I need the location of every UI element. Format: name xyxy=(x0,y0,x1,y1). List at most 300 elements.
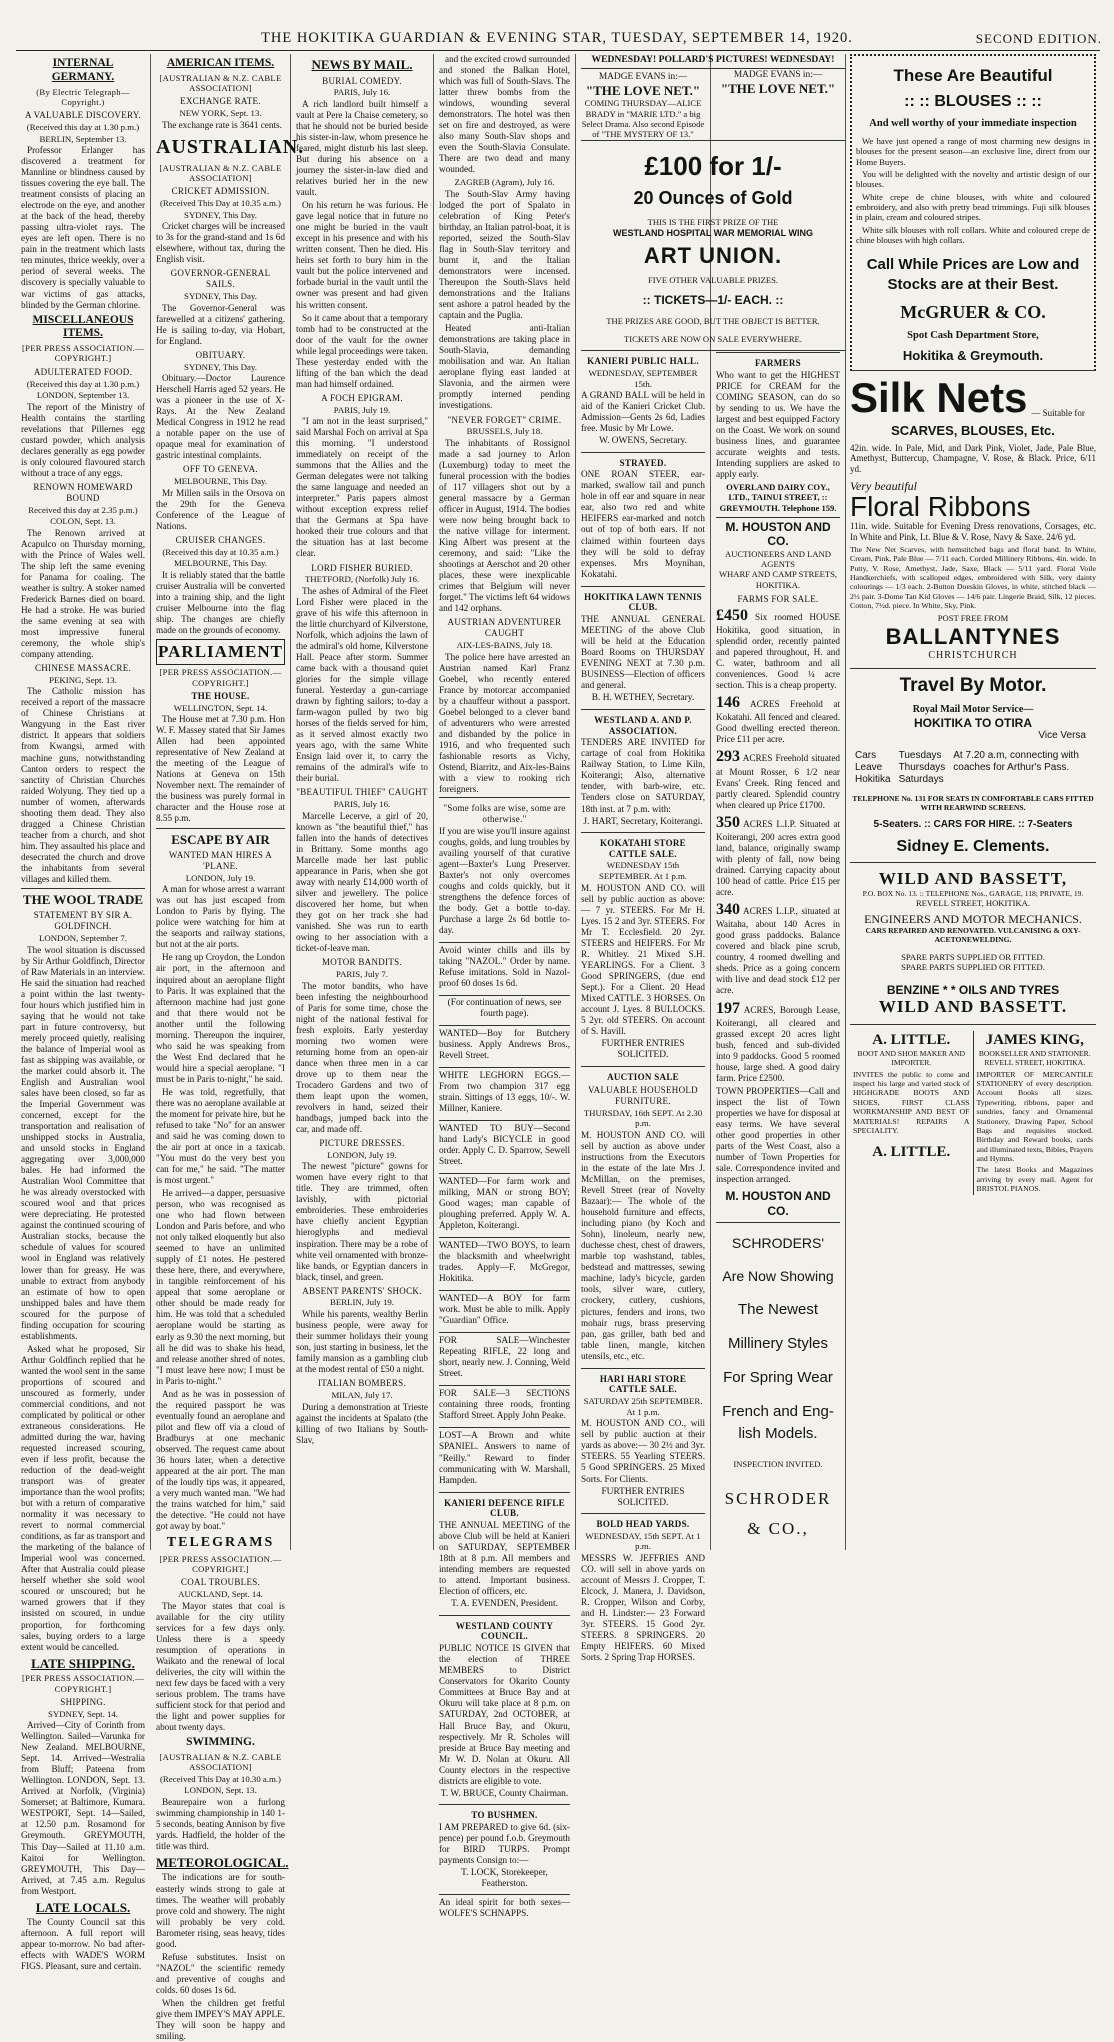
article-body: So it came about that a temporary tomb had to be constructed at the door of the vault for the owner while legal proceedings were taken. These yesterday ended with the lifting of the ban which the dead man had himself ordained. xyxy=(296,312,428,389)
column-1 xyxy=(16,54,151,1972)
notice-body: I AM PREPARED to give 6d. (six-pence) per pound f.o.b. Greymouth for BIRD TURPS. Prompt payments Consign to:— xyxy=(439,1821,570,1865)
article-body: It is reliably stated that the battle cruiser Australia will be converted into a training ship, and the light cruiser Melbourne into the flag ship. The changes are chiefly made on the grounds of economy. xyxy=(156,569,285,635)
subhead: WANTED MAN HIRES A 'PLANE. xyxy=(168,850,273,871)
ounces-of-gold: 20 Ounces of Gold xyxy=(633,187,793,208)
subhead: "BEAUTIFUL THIEF" CAUGHT xyxy=(296,787,428,798)
article-body: The exchange rate is 3641 cents. xyxy=(162,119,282,130)
article-body: The ashes of Admiral of the Fleet Lord Fisher were placed in the grave of his wife this afternoon in the little churchyard of Kilverstone, Norfolk, which adjoins the lawn of the admiral's old home, Kilverstone Hall. Peace after storm. Summer came back with a thousand quiet glories for the simple village funeral. Yesterday a gun-carriage drawn by fighting sailors; to-day a farm-wagon pulled by two big horses of the fields served for him, as it served almost exactly two years ago, with the same White Ensign laid over it, to carry the remains of the admiral's wife to their burial. xyxy=(296,585,428,784)
article-body: The indications are for south-easterly winds strong to gale at times. The weather will probably prove cold and showery. The night will probably be very cold. Barometer rising, seas heavy, tides good. xyxy=(156,1872,285,1949)
sidney-clements: Sidney E. Clements. xyxy=(896,837,1050,855)
schedule-cell: Cars Leave Hokitika xyxy=(855,750,891,786)
farm-listing xyxy=(716,747,840,810)
farm-listing xyxy=(716,693,840,745)
subhead: ABSENT PARENTS' SHOCK. xyxy=(302,1285,422,1296)
travel-title: Travel By Motor. xyxy=(899,675,1047,697)
art-union-spacer xyxy=(716,97,840,352)
advert-company: M. HOUSTON AND CO. xyxy=(725,519,831,549)
dateline: SYDNEY, Sept. 14. xyxy=(48,1708,118,1719)
article-body: Cricket charges will be increased to 3s for the grand-stand and 1s 6d elsewhere, without tax, during the English visit. xyxy=(156,221,285,265)
subhead: CHINESE MASSACRE. xyxy=(34,662,132,673)
article-body: And as he was in possession of the required passport he was eventually found an aeroplane and pilot and flew off via a cloud of Bradburys at one mechanic observed. The request came about 36 hours later, when a detective appeared at the air port. The man of the loudly tips was, it appeared, a very much wanted man. "We had the trains watched for him," said the detective. "He could not have got away by boat." xyxy=(156,1388,285,1532)
notice-date: WEDNESDAY 15th SEPTEMBER. At 1 p.m. xyxy=(599,860,687,881)
edition-label: SECOND EDITION. xyxy=(975,31,1102,47)
subhead: OFF TO GENEVA. xyxy=(183,464,258,475)
farm-listing xyxy=(716,999,840,1084)
dateline: AUCKLAND, Sept. 14. xyxy=(178,1589,263,1600)
article-body: The wool situation is discussed by Sir Arthur Goldfinch, Director of Raw Materials in an interview. He said the situation had reached a point within the last twenty-four hours which justified him in saying that he would not take part in future controversy, but merely proceed quietly, realising the balance of Imperial wool as fast as shipping was available, or the market could absorb it. The English and Australian wool sales have been closed, so far as the Imperial Government was concerned, except for the transportation and realisation of unshipped stocks in Australia, and unsold stocks in England aggregating over 3,000,000 bales. He had informed the Australian Wool Committee that he was already overstocked with scoured wool and that prices were depreciating. He protested against the continued scouring of Australian stocks, because the schedule of values for scoured wool in England was relatively lower than for greasy. He was unable to extract from anybody an estimate of how to open unshipped bales and have them scoured for the purpose of finding occupation for scouring establishments. xyxy=(21,944,145,1341)
article-body: Marcelle Lecerve, a girl of 20, known as "the beautiful thief," has fallen into the hands of detectives in Brittany. Some months ago Marcelle made her last public appearance in Paris, when she got away with nearly £14,000 worth of silver and jewellery. The police discovered her home, but when they got on her track she had vanished. She was run to earth owing to her association with a ticket-of-leave man. xyxy=(296,810,428,954)
farm-price: £450 xyxy=(716,606,748,624)
notice-date: WEDNESDAY, 15th SEPT. At 1 p.m. xyxy=(585,1530,701,1552)
dateline: BERLIN, September 13. xyxy=(39,133,127,144)
little-name: A. LITTLE. xyxy=(872,1031,951,1048)
classified-text: LOST—A Brown and white SPANIEL. Answers to name of "Reilly." Reward to finder communicating with W. Marshall, Hampden. xyxy=(439,1430,570,1485)
notice-signature: B. H. WETHEY, Secretary. xyxy=(591,693,695,704)
advert-a-little xyxy=(850,1031,974,1196)
schroder-co: & CO., xyxy=(747,1519,809,1539)
dateline: LONDON, Sept. 13. xyxy=(184,1785,257,1796)
headline-late-locals: LATE LOCALS. xyxy=(35,1899,131,1915)
dateline: LONDON, September 7. xyxy=(39,933,127,944)
notice-rifle-club xyxy=(439,1492,570,1615)
article-body: He rang up Croydon, the London air port, in the afternoon and inquired about an aeroplane flight to Paris. It was explained that the afternoon machine had just gone and that there would not be another until the following morning. Thereupon the inquirer, who said he was speaking from the West End declared that he would hire a special aeroplane. "I must be in Paris to-night," he said. xyxy=(156,952,285,1084)
article-body: The inhabitants of Rossignol made a sad journey to Arlon (Luxemburg) today to meet the funeral procession with the bodies of 117 villagers shot out by a general massacre by a German officer in August, 1914. The bodies were now being brought back to the native village for interment. King Albert was present at the ceremony, and said: "Like the shootings at Aerschot and 20 other places, these were inexplicable crimes that Belgium will never forget." The victims left 64 widows and 142 orphans. xyxy=(439,437,570,614)
blouses-text: White silk blouses with roll collars. White and coloured crepe de chine blouses with high collars. xyxy=(856,224,1090,245)
article-body: Professor Erlanger has discovered a treatment for Mannline or blindness caused by tissues covering the eye ball. The treatment consists of placing an electrode on the eye, and another at the back of the head, thereby passing ultra-violet rays. The eyes are left open. There is no pain in the treatment which lasts ten minutes, thrice weekly, over a period of several weeks. The discovery is specially valuable to war victims of gas attacks, blinded by the German chlorine. xyxy=(21,145,145,310)
christchurch: CHRISTCHURCH xyxy=(928,650,1018,662)
blouses-text: We have just opened a range of most charming new designs in blouses for the present season—an exclusive line, direct from our Home Buyers. xyxy=(856,136,1090,167)
schedule-row xyxy=(852,750,1094,786)
mcgruer-store: Spot Cash Department Store, xyxy=(907,329,1039,341)
dateline: MELBOURNE, This Day. xyxy=(173,476,268,487)
article-body: While his parents, wealthy Berlin business people, were away for their summer holidays their young son, just starting in business, let the family mansion as a gambling club at the modest rental of £50 a night. xyxy=(296,1308,428,1375)
notice-signature: W. OWENS, Secretary. xyxy=(599,436,687,447)
post-free: POST FREE FROM xyxy=(937,613,1009,624)
column-2 xyxy=(151,54,305,2041)
blouses-text: White crepe de chine blouses, with white and coloured embroidery, and also with pretty bead trimmings. Fuji silk blouses in plain, cream and coloured stripes. xyxy=(856,191,1090,223)
notice-strayed xyxy=(581,452,705,586)
advert-quote: "Some folks are wise, some are otherwise." xyxy=(443,802,566,824)
subhead: MOTOR BANDITS. xyxy=(321,957,403,968)
dateline: SYDNEY, This Day. xyxy=(184,361,257,372)
advert-houston-land xyxy=(716,517,840,1222)
dateline: PARIS, July 16. xyxy=(333,799,391,810)
subhead: SHIPPING. xyxy=(60,1696,106,1707)
art-union-title: ART UNION. xyxy=(643,242,783,268)
notice-body: A GRAND BALL will be held in aid of the Kanieri Cricket Club. Admission—Gents 2s 6d, Ladies free. Music by Mr Lowe. xyxy=(581,390,705,434)
notice-head: TO BUSHMEN. xyxy=(471,1809,538,1820)
little-sub: BOOT AND SHOE MAKER AND IMPORTER. xyxy=(857,1048,965,1067)
article-body: The Mayor states that coal is available for the city utility services for a few days only. Unless there is a speedy resumption of operations in Waikato and the renewal of local deliveries, the city will within the next few days be faced with a very serious problem. The trams have sufficient stock for that period and the light and power supplies for about twenty days. xyxy=(156,1600,285,1733)
article-body: Asked what he proposed, Sir Arthur Goldfinch replied that he wanted the wool sent in the same proportions of scoured and unscoured as formerly, under commercial conditions, and not complicated by political or other extraneous considerations. He admitted during the war, having requested increased scouring, even if less profit, because the reduction of the dead-weight transport was of greater importance than the wool profits; but with a return of comparative normality it was necessary to revert to normal commercial conditions, as far as transport and the marketing of the balance of Imperial wool was concerned. After that Australia could please herself whether she sold wool scoured or unscoured; but he warned growers that if they insisted on scoured, in undue proportion, for forthcoming sales, buying orders to a large extent would be cancelled. xyxy=(21,1343,145,1652)
article-body: When the children get fretful give them IMPEY'S MAY APPLE. They will soon be happy and smiling. xyxy=(156,1997,285,2041)
headline-internal-germany: INTERNAL GERMANY. xyxy=(51,57,115,83)
madge-evans-right: MADGE EVANS in:— xyxy=(733,70,823,80)
advert-head: FARMERS xyxy=(755,357,801,368)
call-while-low: Call While Prices are Low and Stocks are at their Best. xyxy=(866,256,1080,293)
article-body: Heated anti-Italian demonstrations are taking place in South-Slavia, demanding mobilisation and war. An Italian aeroplane flying east landed at Slavonia, and the airmen were promptly interned pending investigations. xyxy=(439,323,570,411)
pictures-banner: WEDNESDAY! POLLARD'S PICTURES! WEDNESDAY! xyxy=(581,54,845,69)
columns xyxy=(16,54,1100,2041)
other-prizes: FIVE OTHER VALUABLE PRIZES. xyxy=(647,274,779,285)
schroder-signature: SCHRODER xyxy=(724,1488,832,1508)
article-body: The House met at 7.30 p.m. Hon W. F. Massey stated that Sir James Allen had been appointed representative of New Zealand at the meeting of the League of Nations at Geneva on 15th November next. The remainder of the business was purely formal in character and the House rose at 8.55 p.m. xyxy=(156,714,285,824)
headline-misc-items: MISCELLANEOUS ITEMS. xyxy=(32,313,134,340)
article-body: The Governor-General was farewelled at a citizens' gathering. He is sailing to-day, via Hobart, for England. xyxy=(156,302,285,346)
farm-price: 293 xyxy=(716,748,740,766)
blouses-banner: :: :: BLOUSES :: :: xyxy=(904,93,1042,111)
article-body: "I am not in the least surprised," said Marshal Foch on arrival at Spa this morning. "I understood immediately on receipt of the summons that the Allies and the German delegates were not talking the same language and needed an interpreter." Paris papers almost without exception express relief that the Germans at Spa have hooked their true colours and that the situation has at last become clear. xyxy=(296,416,428,559)
classified xyxy=(439,1067,570,1120)
farm-price: 340 xyxy=(716,901,740,919)
byline: [PER PRESS ASSOCIATION.—COPYRIGHT.] xyxy=(159,1553,282,1575)
notice-head: KOKATAHI STORE CATTLE SALE. xyxy=(600,837,686,859)
king-sub: BOOKSELLER AND STATIONER. xyxy=(978,1048,1091,1058)
dateline: LONDON, July 19. xyxy=(185,872,256,883)
advert-body: Avoid winter chills and ills by taking "NAZOL." Order by name. Refuse imitations. Sold in Nazol-proof 60 doses 1s 6d. xyxy=(439,944,570,988)
masthead-title: THE HOKITIKA GUARDIAN & EVENING STAR, TUESDAY, SEPTEMBER 14, 1920. xyxy=(261,30,853,47)
very-beautiful: Very beautiful xyxy=(850,479,917,494)
subhead: AUSTRIAN ADVENTURER CAUGHT xyxy=(447,617,562,639)
tickets-price: :: TICKETS—1/- EACH. :: xyxy=(642,293,784,308)
schroders-name: SCHRODERS' xyxy=(731,1234,825,1251)
column-4 xyxy=(434,54,576,1919)
dateline: SYDNEY, This Day. xyxy=(184,209,257,220)
farm-desc: Six roomed HOUSE Hokitika, good situation, in splendid order, recently painted and papered throughout, H. and C. water, bathroom and all conveniences. Good ¼ acre section. This is a cheap property. xyxy=(716,611,840,691)
notice-body: THE ANNUAL GENERAL MEETING of the above Club will be held at the Education Board Rooms on THURSDAY EVENING NEXT at 7.30 p.m. BUSINESS—Election of officers and general. xyxy=(581,614,705,691)
farm-listing xyxy=(716,813,840,898)
dateline: NEW YORK, Sept. 13. xyxy=(179,108,262,119)
byline: [PER PRESS ASSOCIATION.—COPYRIGHT.] xyxy=(21,343,145,364)
subhead: ADULTERATED FOOD. xyxy=(33,366,133,377)
classified-text: WANTED—TWO BOYS, to learn the blacksmith and wheelwright trades. Apply—F. McGregor, Hokitika. xyxy=(439,1240,570,1284)
notice-subhead: VALUABLE HOUSEHOLD FURNITURE. xyxy=(588,1085,698,1107)
received-line: (Received This Day at 10.30 a.m.) xyxy=(159,1773,281,1784)
notice-body: TENDERS ARE INVITED for cartage of coal from Hokitika Railway Station, to Lime Kiln, Koiterangi; Also, alternative tender, with barb-wire, etc. Tenders close on SATURDAY, 18th inst. at 7 p.m. with: xyxy=(581,737,705,814)
headline-late-shipping: LATE SHIPPING. xyxy=(31,1655,135,1671)
advert-lung-preserver xyxy=(439,797,570,942)
article-body: The Renown arrived at Acapulco on Thursday morning, with the Prince of Wales well. The ship left the same evening for Panama for coaling. The weather is sultry. A stoker named Frederick Barnes died on board. He had a stroke. He was buried the same evening at sea with most impressive funeral ceremony, the whole ship's company attending. xyxy=(21,527,145,659)
notice-signature: J. HART, Secretary, Koiterangi. xyxy=(583,816,703,827)
received-line: (Received this day at 1.30 p.m.) xyxy=(26,378,140,389)
notice-auction xyxy=(581,1066,705,1368)
farm-desc: ACRES Freehold at Kokatahi. All fenced and cleared. Good dwelling erected thereon. Price £11 per acre. xyxy=(716,699,840,745)
hospital-wing: WESTLAND HOSPITAL WAR MEMORIAL WING xyxy=(613,227,813,238)
route: HOKITIKA TO OTIRA xyxy=(914,715,1032,730)
notice-signature: T. LOCK, Storekeeper, Featherston. xyxy=(461,1867,548,1890)
schroders-spring: For Spring Wear xyxy=(723,1368,833,1386)
notice-grand-ball xyxy=(581,351,705,451)
seaters: 5-Seaters. :: CARS FOR HIRE. :: 7-Seaters xyxy=(873,818,1073,830)
advert-ballantynes xyxy=(850,374,1096,669)
classified-text: FOR SALE—Winchester Repeating RIFLE, 22 long and short, nearly new. J. Conning, Weld Street. xyxy=(439,1335,570,1379)
notice-body: M. HOUSTON AND CO. will sell by auction as above under instructions from the Executors in the estate of the late Mrs J. McMillan, on the premises, Revell Street (rear of Novelty Bazaar):— The whole of the household furniture and effects, including piano (by Koch and Sohn), linoleum, nearly new, duchesse chest, chest of drawers, marble top washstand, tables, bedstead and mattresses, sewing machine, lady's bicycle, garden tools, silver ware, cutlery, crockery, cutlery, cushions, pictures, fenders and irons, two mohair rugs, brass preserving pan, gas griller, bath bed and table linen, mangle, kitchen utensils, etc., etc. xyxy=(581,1130,705,1361)
ballantynes-name: BALLANTYNES xyxy=(885,623,1061,649)
subhead: STATEMENT BY SIR A. GOLDFINCH. xyxy=(33,910,133,932)
article-body: The newest "picture" gowns for women have every right to that title. They are trimmed, often lavishly, with pictorial embroideries. These embroideries have chiefly ancient Egyptian hieroglyphs and medieval inspiration. There may be a robe of white veil ornamented with bronze-like bands, or Egyptian dancers in black, tinsel, and green. xyxy=(296,1161,428,1282)
headline-news-by-mail: NEWS BY MAIL. xyxy=(311,57,413,72)
advert-split xyxy=(850,1031,1096,1196)
notice-footer: FURTHER ENTRIES SOLICITED. xyxy=(601,1486,685,1508)
classified-text: WANTED—A BOY for farm work. Must be able to milk. Apply "Guardian" Office. xyxy=(439,1293,570,1326)
subhead: EXCHANGE RATE. xyxy=(180,96,261,107)
subhead: CRICKET ADMISSION. xyxy=(171,186,270,197)
received-line: (Received this day at 10.35 a.m.) xyxy=(162,546,279,557)
love-net-right: "THE LOVE NET." xyxy=(720,81,836,97)
notice-head: HOKITIKA LAWN TENNIS CLUB. xyxy=(584,591,702,613)
farm-price: 197 xyxy=(716,999,740,1017)
farm-desc: ACRES, Borough Lease, Koiterangi, all cleared and grassed except 20 acres light bush, fenced and sub-divided into 9 paddocks. Good 5 roomed house, large shed. A good dairy farm. Price £2500. xyxy=(716,1004,840,1083)
wb-benzine: BENZINE * * OILS AND TYRES xyxy=(886,982,1060,997)
classified xyxy=(439,1025,570,1067)
headline-american-items: AMERICAN ITEMS. xyxy=(166,57,275,69)
notice-date: THURSDAY, 16th SEPT. At 2.30 p.m. xyxy=(583,1107,703,1129)
article-body: A rich landlord built himself a vault at Pere la Chaise cemetery, so that he should not be buried beside his sister-in-law, whom presence he feared, might disturb his last sleep. But during his absence on a journey the sister-in-law died and relatives buried her in the new vault. xyxy=(296,98,428,198)
column-6 xyxy=(711,54,846,1550)
byline: (By Electric Telegraph—Copyright.) xyxy=(36,86,130,107)
subhead: A FOCH EPIGRAM. xyxy=(321,392,403,403)
classified-text: WHITE LEGHORN EGGS.—From two champion 317 egg strain. Sittings of 13 eggs, 10/-. W. Millner, Kaniere. xyxy=(439,1069,570,1113)
byline: [AUSTRALIAN & N.Z. CABLE ASSOCIATION] xyxy=(159,72,282,94)
notice-bushmen xyxy=(439,1804,570,1894)
farm-desc: ACRES L.I.P. Situated at Koiterangi, 200 acres extra good land, balance, originally swamp with plenty of fall, now being drained. Carrying capacity about 100 head of cattle. Price £15 per acre. xyxy=(716,818,840,898)
headline-meteorological: METEOROLOGICAL. xyxy=(156,1854,289,1870)
received-line: (Received This Day at 10.35 a.m.) xyxy=(159,198,281,209)
dateline: BERLIN, July 19. xyxy=(329,1297,395,1308)
tickets-on-sale: TICKETS ARE NOW ON SALE EVERYWHERE. xyxy=(624,333,802,344)
king-last: The latest Books and Magazines arriving by every mail. Agent for BRISTOL PIANOS. xyxy=(976,1165,1093,1193)
article-body: Arrived—City of Corinth from Wellington. Sailed—Varunka for New Zealand. MELBOURNE, Sept. 14. Arrived—Westralia from Bluff; Pateena from Wellington. LONDON, Sept. 13. Arrived at Norfolk, (Virginia) Somerset; at Baltimore, Kumara. WESTPORT, Sept. 14—Sailed, at 12.50 p.m. Rosamond for Greymouth. GREYMOUTH, This Day—Sailed at 11.10 a.m. Kaitoi for Wellington. GREYMOUTH, This Day—Arrived, at 7.45 a.m. Regulus from Westport. xyxy=(21,1720,145,1896)
floral-ribbons: Floral Ribbons xyxy=(850,491,1031,523)
blouses-title: These Are Beautiful xyxy=(893,66,1053,85)
wb-street: REVELL STREET, HOKITIKA. xyxy=(915,898,1031,909)
dateline: PARIS, July 19. xyxy=(333,404,391,415)
subhead: A VALUABLE DISCOVERY. xyxy=(24,110,142,121)
article-body: and the excited crowd surrounded and stoned the Balkan Hotel, which was full of South-Slavs. The latter threw bombs from the windows, wounding several demonstrators. The hotel was then set on fire and destroyed, as were also many South-Slav shops and even the South-Slavia Consulate. There are two dead and many wounded. xyxy=(439,54,570,175)
dateline: PARIS, July 16. xyxy=(333,87,391,98)
notice-body: THE ANNUAL MEETING of the above Club will be held at Kanieri on SATURDAY, SEPTEMBER 18th at 8 p.m. All members and intending members are requested to attend. Important business. Election of officers, etc. xyxy=(439,1520,570,1597)
wb-cars-repaired: CARS REPAIRED AND RENOVATED. VULCANISING & OXY-ACETONEWELDING. xyxy=(865,925,1081,945)
classified xyxy=(439,1385,570,1427)
notice-signature: T. W. BRUCE, County Chairman. xyxy=(440,1788,569,1799)
banner-spacer xyxy=(716,54,840,67)
advert-nazol xyxy=(439,942,570,995)
wb-engineers: ENGINEERS AND MOTOR MECHANICS. xyxy=(864,911,1082,926)
headline-swimming: SWIMMING. xyxy=(186,1736,255,1749)
article-body: During a demonstration at Trieste against the incidents at Spalato (the killing of two Italians by South-Slav, xyxy=(296,1401,428,1445)
notice-bold-head-yards xyxy=(581,1513,705,1669)
prizes-good: THE PRIZES ARE GOOD, BUT THE OBJECT IS BETTER. xyxy=(606,315,820,326)
notice-body: MESSRS W. JEFFRIES AND CO. will sell in above yards on account of Messrs J. Cropper, T. Elcock, J. Manera, J. Davidson, R. Cropper, Wilson and Corby, and H. Lindster:— 23 Forward 3yr. STEERS. 15 Good 2yr. STEERS. 8 SPRINGERS. 20 Empty HEIFERS. 60 Mixed Sorts. 2 Spring Trap HORSES. xyxy=(581,1552,705,1663)
dateline: COLON, Sept. 13. xyxy=(50,516,116,527)
subhead: ITALIAN BOMBERS. xyxy=(317,1378,407,1389)
advert-schnapps xyxy=(439,1894,570,1925)
blouses-worthy: And well worthy of your immediate inspection xyxy=(869,117,1077,129)
farm-listing xyxy=(716,900,840,996)
schroders-french: French and Eng- xyxy=(722,1402,834,1420)
farm-desc: ACRES L.I.P., situated at Waitaha, about 140 Acres in good grass paddocks. Balance covered and black pine scrub, country, 4 roomed dwelling and sheds. Price as a going concern with live and dead stock £12 per acre. xyxy=(716,906,840,996)
advert-signature: OVERLAND DAIRY COY., LTD., TAINUI STREET, :: GREYMOUTH. Telephone 159. xyxy=(719,481,837,513)
little-name-2: A. LITTLE. xyxy=(872,1144,951,1161)
notice-a-and-p xyxy=(581,709,705,832)
article-body: Obituary.—Doctor Laurence Herschell Harris aged 52 years. He was a pioneer in the use of X-Rays. At the New Zealand Medical Congress in 1912 he read a notable paper on the use of opaque meal for examination of gastric intestinal complaints. xyxy=(156,373,285,461)
madge-evans-left: MADGE EVANS in:— xyxy=(598,71,688,82)
schedule-cell: Tuesdays Thursdays Saturdays xyxy=(898,750,946,786)
notice-body: PUBLIC NOTICE IS GIVEN that the election of THREE MEMBERS to District Conservators for Okarito County Committees at Bruce Bay and at Okuru will take place at 8 p.m. on SATURDAY, 2nd OCTOBER, at Hall Bruce Bay, and Okuru, respectively. Mr R. Scholes will preside at Bruce Bay meeting and Mr W. D. Nolan at Okuru. All County electors in the respective districts are eligible to vote. xyxy=(439,1643,570,1786)
advert-subhead: AUCTIONEERS AND LAND AGENTS xyxy=(725,548,831,570)
wb-spare2: SPARE PARTS SUPPLIED OR FITTED. xyxy=(901,962,1045,973)
headline-escape-by-air: ESCAPE BY AIR xyxy=(156,828,285,848)
royal-mail: Royal Mail Motor Service— xyxy=(912,703,1034,715)
advert-address: WHARF AND CAMP STREETS, HOKITIKA. xyxy=(718,569,838,590)
little-body: INVITES the public to come and inspect his large and varied stock of HIGHGRADE BOOTS AND SHOES, FIRST CLASS WORKMANSHIP AND BEST OF MATERIALS! REPAIRS A SPECIALITY. xyxy=(853,1069,970,1135)
masthead xyxy=(0,30,1114,48)
subhead: COAL TROUBLES. xyxy=(180,1577,261,1588)
article-body: The County Council sat this afternoon. A full report will appear to-morrow. No bad after-effects with WADE'S WORM FIGS. Pleasant, sure and certain. xyxy=(21,1917,145,1972)
classified-text: FOR SALE—3 SECTIONS containing three roods, fronting Stafford Street. Apply John Peake. xyxy=(439,1388,570,1421)
notice-body: M. HOUSTON AND CO., will sell by public auction at their yards as above:— 30 2½ and 3yr. STEERS. 55 Yearling STEERS. 5 Good SPRINGERS. 25 Mixed Sorts. For Clients. xyxy=(581,1418,705,1484)
article-body: He arrived—a dapper, persuasive person, who was recognised as one who had flown between London and Paris before, and who not only talked eloquently but also seemed to have an unlimited supply of £1 notes. He pestered these here, there, and everywhere, in tangible reinforcement of his appeal that some aeroplane or other should be made ready for him. He was told that a scheduled aeroplane would be starting as early as 9.30 the next morning, but all he did was to shake his head, and release another shred of notes. "I must leave here now; I must be in Paris to-night." xyxy=(156,1188,285,1386)
classified xyxy=(439,1237,570,1290)
article-body: The South-Slav Army having lodged the port of Spalato in celebration of King Peter's birthday, an Italian patrol-boat, it is reported, seized the South-Slav flag in South-Slav territory and burnt it, and the Italian demonstrators were incensed. Thereupon the South-Slavs held demonstrations and the Italians sent ashore a patrol headed by the captain and the Puglia. xyxy=(439,188,570,321)
headline-telegrams: TELEGRAMS xyxy=(166,1535,275,1551)
column-3 xyxy=(291,54,434,1550)
silk-row xyxy=(850,374,1096,422)
schroders-millinery: Millinery Styles xyxy=(727,1334,829,1352)
notice-head: WESTLAND A. AND P. ASSOCIATION. xyxy=(594,714,692,736)
subhead: RENOWN HOMEWARD BOUND xyxy=(33,481,133,503)
love-net-left: "THE LOVE NET." xyxy=(585,82,701,98)
silk-scarves: SCARVES, BLOUSES, Etc. xyxy=(891,423,1055,439)
article-body: Mr Millen sails in the Orsova on the 29th for the Geneva Conference of the League of Nations. xyxy=(156,487,285,531)
farm-listing xyxy=(716,606,840,691)
notice-head: AUCTION SALE xyxy=(607,1071,679,1082)
classified-text: WANTED—Boy for Butchery business. Apply Andrews Bros., Revell Street. xyxy=(439,1027,570,1060)
advert-body: If you are wise you'll insure against coughs, golds, and lung troubles by availing yourself of that curative agent—Baxter's Lung Preserver. Baxter's not only overcomes coughs and colds quickly, but it strengthens the defence forces of the body. Get a bottle to-day. Purchase a large 2s 6d bottle to-day. xyxy=(439,825,570,935)
dateline: MELBOURNE, This Day. xyxy=(173,558,268,569)
notice-date: SATURDAY 25th SEPTEMBER. At 1 p.m. xyxy=(583,1396,703,1417)
subhead: BURIAL COMEDY. xyxy=(322,75,402,86)
byline: [PER PRESS ASSOCIATION.—COPYRIGHT.] xyxy=(21,1673,145,1694)
wb-name-2: WILD AND BASSETT. xyxy=(878,997,1068,1017)
notice-county-council xyxy=(439,1615,570,1804)
byline: [AUSTRALIAN & N.Z. CABLE ASSOCIATION] xyxy=(159,162,282,184)
article-body: He was told, regretfully, that there was no aeroplane available at the moment for private hire, but he refused to take "No" for an answer and said he was coming down to the air port at once in a taxicab. "You must do the very best you can for me," he said. "The matter is most urgent." xyxy=(156,1086,285,1186)
schroders-models: lish Models. xyxy=(738,1424,818,1442)
dateline: ZAGREB (Agram), July 16. xyxy=(454,177,555,188)
subhead: OBITUARY. xyxy=(195,349,246,360)
mcgruer-locations: Hokitika & Greymouth. xyxy=(902,348,1044,364)
masthead-rule xyxy=(16,50,1100,51)
prize-headline: £100 for 1/- xyxy=(644,150,782,181)
classified xyxy=(439,1173,570,1237)
byline: [AUSTRALIAN & N.Z. CABLE ASSOCIATION] xyxy=(159,1752,282,1773)
article-body: The police here have arrested an Austrian named Karl Franz Goebel, who recently entered France by motorcar accompanied by a chauffeur without a passport. Goebel belonged to a clever band of adventurers who were arrested and disbanded by the police in 1916, and who frequented such fashionable resorts as Vichy, Ostend, Biarritz, and Aix-les-Bains with a view to rooking rich foreigners. xyxy=(439,651,570,794)
notice-date: WEDNESDAY, SEPTEMBER 15th. xyxy=(588,368,698,389)
advert-mcgruer-blouses xyxy=(850,54,1096,371)
classified xyxy=(439,1120,570,1173)
notice-head: STRAYED. xyxy=(619,457,667,468)
vice-versa: Vice Versa xyxy=(1038,730,1086,742)
advert-company: M. HOUSTON AND CO. xyxy=(725,1189,831,1218)
schedule-table xyxy=(850,748,1096,788)
advert-body: Who want to get the HIGHEST PRICE for CREAM for the COMING SEASON, can do so by sending to us. We have the largest and best equipped Factory on the Coast. We work on sound business lines, and guarantee accurate weights and tests. Intending suppliers are asked to apply early. xyxy=(716,369,840,479)
subhead: GOVERNOR-GENERAL SAILS. xyxy=(170,268,271,290)
first-prize: THIS IS THE FIRST PRIZE OF THE xyxy=(647,217,779,228)
dateline: PEKING, Sept. 13. xyxy=(49,674,117,685)
subhead: "NEVER FORGET" CRIME. xyxy=(447,414,562,425)
telephone-line: TELEPHONE No. 131 FOR SEATS IN COMFORTABLE CARS FITTED WITH REARWIND SCREENS. xyxy=(852,794,1094,813)
continuation-note xyxy=(439,995,570,1025)
classified xyxy=(439,1332,570,1385)
inspection-invited: INSPECTION INVITED. xyxy=(733,1458,823,1469)
coming-thursday: COMING THURSDAY—ALICE BRADY in "MARIE LTD." a big Select Drama. Also second Episode of "THE MYSTERY OF 13." xyxy=(581,98,705,140)
advert-wild-bassett xyxy=(850,869,1096,1025)
notice-head: HARI HARI STORE CATTLE SALE. xyxy=(599,1373,687,1395)
blouses-text: You will be delighted with the novelty and artistic design of our blouses. xyxy=(856,169,1090,190)
dateline: AIX-LES-BAINS, July 18. xyxy=(456,639,553,650)
notice-body: ONE ROAN STEER, ear-marked, swallow tail and punch hole in off ear and square in near ear, also two red and white HEIFERS ear-marked and notch out of top of both ears. If not claimed within fourteen days they will be sold to defray expenses. Mrs Moynihan, Kokatahi. xyxy=(581,469,705,579)
notice-signature: T. A. EVENDEN, President. xyxy=(451,1599,558,1610)
notice-cattle-sale xyxy=(581,832,705,1066)
silk-suitable: — Suitable for xyxy=(1031,408,1085,419)
notice-tennis-club xyxy=(581,586,705,709)
article-body: The Catholic mission has received a report of the massacre of Chinese Christians at Wangyung in the East river district. It appears that soldiers from Kwangsi, armed with machine guns, notwithstanding Canton orders to respect the sanctity of Christian Churches raided Wolyung. They tied up a number of women, afterwards shooting them dead. They also dragged a Chinese Christian teacher from a church, and shot him. They assaulted his place and desecrated the church and drove the inhabitants from several villages and killed them. xyxy=(21,686,145,884)
schedule-cell: At 7.20 a.m, connecting with coaches for Arthur's Pass. xyxy=(953,750,1079,774)
article-body: On his return he was furious. He gave legal notice that in future no one might be buried in the vault except in his presence and with his written consent. Then he died. His heirs set forth to bury him in the vault but the police intervened and forbade burial in the vault until the owner was present and had given his written consent. xyxy=(296,200,428,310)
wb-spare1: SPARE PARTS SUPPLIED OR FITTED. xyxy=(901,952,1045,963)
dateline: MILAN, July 17. xyxy=(331,1389,393,1400)
received-line: Received this day at 2.35 p.m.) xyxy=(28,504,138,515)
advert-travel-by-motor xyxy=(850,675,1096,863)
farm-desc: ACRES Freehold situated at Mount Rosser, 6 1/2 near Evans' Creek. Ring fenced and partly cleared. Splendid country when cleared up Price £1700. xyxy=(716,753,840,810)
king-body: IMPORTER OF MERCANTILE STATIONERY of every description. Account Books all sizes. Typewriting, ribbons, paper and sundries, fancy and Ornamental Stationery, Drawing Paper, School Bags and requisites stocked. Birthday and Reward books, cards and illuminated texts, Bibles, Prayers and Hymns. xyxy=(976,1069,1094,1163)
mcgruer-name: McGRUER & CO. xyxy=(900,302,1046,323)
byline: [PER PRESS ASSOCIATION.—COPYRIGHT.] xyxy=(159,667,282,688)
article-body: A man for whose arrest a warrant was out has just escaped from London to Paris by flying. The police were watching for him at the seaports and railway stations, but not at the air ports. xyxy=(156,884,285,950)
notice-head: KANIERI DEFENCE RIFLE CLUB. xyxy=(444,1497,565,1519)
dateline: BRUSSELS, July 18. xyxy=(466,426,543,437)
notice-hari-hari-sale xyxy=(581,1368,705,1513)
wb-box: P.O. BOX No. 13. :: TELEPHONE Nos., GARAGE, 118; PRIVATE, 19. xyxy=(862,889,1084,899)
subhead: LORD FISHER BURIED. xyxy=(311,562,413,573)
classified xyxy=(439,1427,570,1491)
continuation-text: (For continuation of news, see fourth page). xyxy=(447,997,562,1020)
classified xyxy=(439,1290,570,1332)
farm-price: 146 xyxy=(716,694,740,712)
advert-farmers-cream xyxy=(716,352,840,517)
dateline: LONDON, July 19. xyxy=(327,1149,397,1160)
king-street: REVELL STREET, HOKITIKA. xyxy=(984,1057,1086,1067)
silk-body: 42in. wide. In Pale, Mid, and Dark Pink, Violet, Jade, Pale Blue, Amethyst, Buttercup, Champagne, V. Rose, & Black. Price, 6/11 yd. xyxy=(850,442,1096,475)
received-line: (Received this day at 1.30 p.m.) xyxy=(26,122,140,133)
schroders-now: Are Now Showing xyxy=(722,1267,834,1284)
floral-body: 11in. wide. Suitable for Evening Dress renovations, Corsages, etc. In White and Pink, Lt. Blue & V. Rose, Navy & Saxe. 24/6 yd. xyxy=(850,521,1096,543)
article-body: Beaurepaire won a furlong swimming championship in 140 1-5 seconds, beating Annison by five yards. Hadfield, the holder of the title was third. xyxy=(156,1796,285,1851)
dateline: WELLINGTON, Sept. 14. xyxy=(173,702,268,713)
farm-price: 350 xyxy=(716,813,740,831)
subhead: PICTURE DRESSES. xyxy=(319,1137,405,1148)
article-body: The report of the Ministry of Health contains the startling revelations that Pillernes egg custard powder, which analysis declares generally as egg powder is only coloured flavoured starch without a trace of any eggs. xyxy=(21,401,145,478)
advert-james-king xyxy=(974,1031,1097,1196)
dateline: THETFORD, (Norfolk) July 16. xyxy=(304,574,420,585)
subhead: THE HOUSE. xyxy=(191,690,250,701)
king-name: JAMES KING, xyxy=(985,1031,1084,1048)
headline-australian: AUSTRALIAN. xyxy=(156,135,305,158)
silk-nets-title: Silk Nets xyxy=(850,374,1028,422)
headline-wool-trade: THE WOOL TRADE xyxy=(21,888,145,908)
headline-parliament: PARLIAMENT xyxy=(156,639,285,665)
